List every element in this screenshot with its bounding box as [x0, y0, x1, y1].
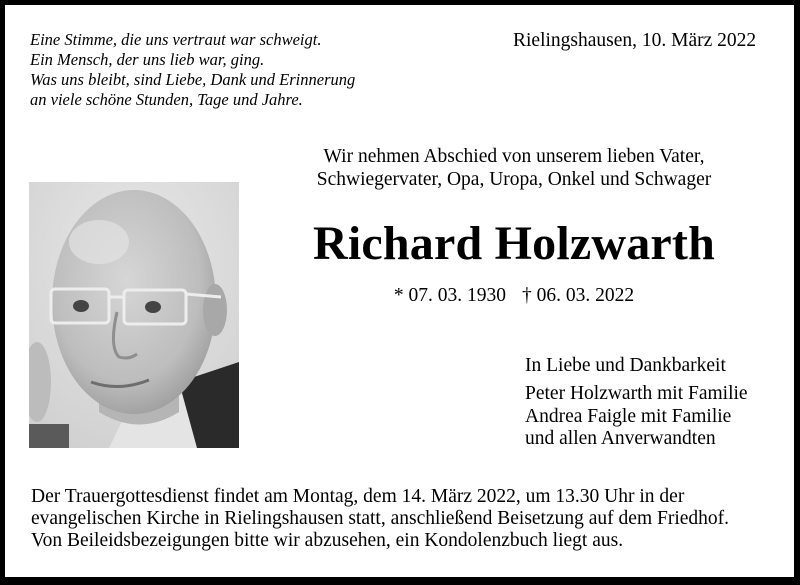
poem-line: Eine Stimme, die uns vertraut war schweigt. [30, 30, 322, 49]
farewell-intro [282, 146, 746, 191]
life-dates [282, 284, 746, 308]
family-member: Andrea Faigle mit Familie [525, 405, 732, 427]
death-date: † 06. 03. 2022 [522, 285, 635, 306]
poem [30, 30, 355, 110]
notice-line: Der Trauergottesdienst findet am Montag, dem 14. März 2022, um 13.30 Uhr in der [31, 486, 685, 507]
thanks-line: In Liebe und Dankbarkeit [525, 355, 726, 376]
family-member: und allen Anverwandten [525, 428, 716, 450]
portrait-photo-icon [29, 182, 239, 448]
intro-line: Schwiegervater, Opa, Uropa, Onkel und Schwager [316, 168, 712, 190]
deceased-name: Richard Holzwarth [312, 217, 716, 270]
family-member: Peter Holzwarth mit Familie [525, 382, 748, 404]
intro-line: Wir nehmen Abschied von unserem lieben Vater, [323, 146, 705, 167]
poem-line: Was uns bleibt, sind Liebe, Dank und Erinnerung [30, 70, 356, 89]
poem-line: an viele schöne Stunden, Tage und Jahre. [30, 90, 303, 109]
portrait-photo [29, 182, 239, 448]
notice-line: Von Beileidsbezeigungen bitte wir abzusehen, ein Kondolenzbuch liegt aus. [31, 530, 624, 551]
notice-line: evangelischen Kirche in Rielingshausen statt, anschließend Beisetzung auf dem Friedhof. [31, 508, 730, 529]
family-signature [525, 355, 748, 451]
place-date: Rielingshausen, 10. März 2022 [513, 30, 757, 51]
birth-date: * 07. 03. 1930 [393, 285, 506, 306]
funeral-notice [31, 486, 729, 552]
poem-line: Ein Mensch, der uns lieb war, ging. [30, 50, 265, 69]
